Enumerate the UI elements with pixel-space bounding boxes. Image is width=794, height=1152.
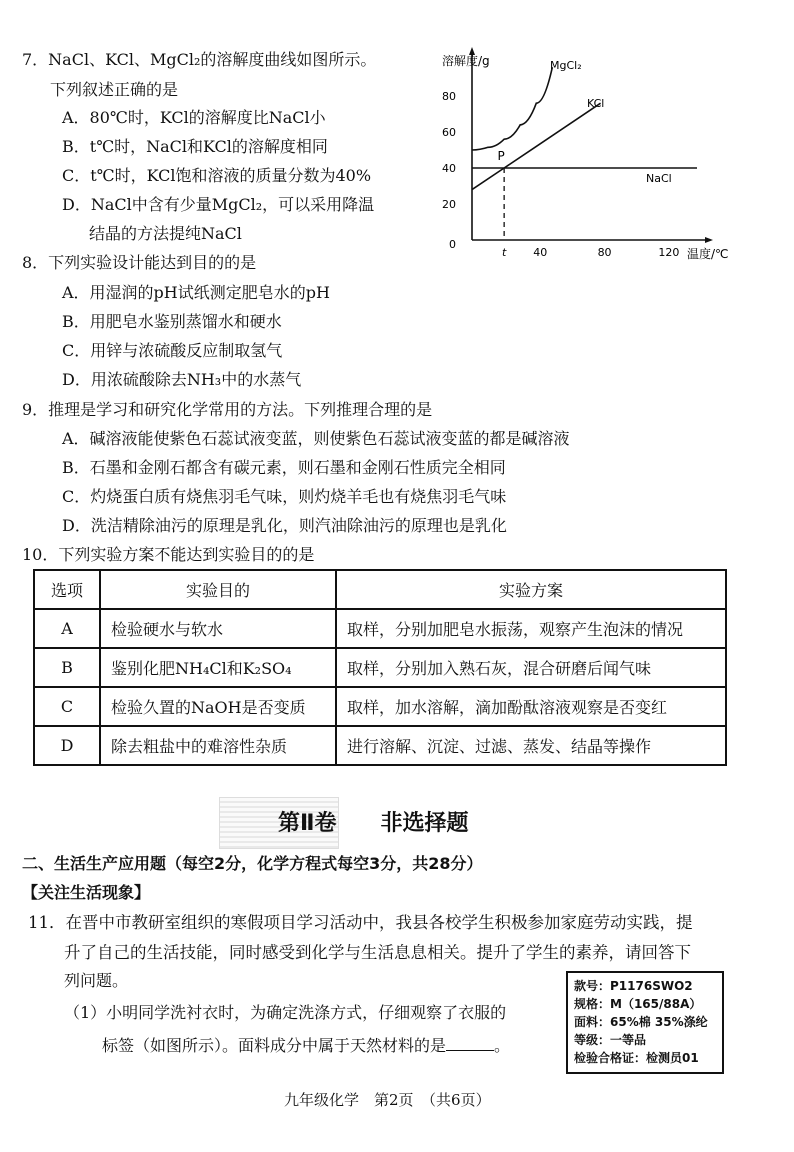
row-option: B: [34, 648, 100, 687]
topic-heading: 【关注生活现象】: [22, 883, 151, 902]
table-header-row: [34, 570, 726, 609]
row-purpose: 除去粗盐中的难溶性杂质: [100, 726, 336, 765]
q8-option-a: A．用湿润的pH试纸测定肥皂水的pH: [62, 283, 330, 302]
y-tick-label: 0: [449, 238, 456, 251]
q8-stem: 8．下列实验设计能达到目的的是: [22, 253, 257, 272]
q11-sub1-text: 标签（如图所示）。面料成分中属于天然材料的是: [102, 1036, 447, 1055]
row-plan: 取样，加水溶解，滴加酚酞溶液观察是否变红: [336, 687, 726, 726]
q9-option-c: C．灼烧蛋白质有烧焦羽毛气味，则灼烧羊毛也有烧焦羽毛气味: [62, 487, 507, 506]
q7-option-a: A．80℃时，KCl的溶解度比NaCl小: [62, 108, 326, 127]
q10-stem: 10．下列实验方案不能达到实验目的的是: [22, 545, 315, 564]
q9-option-a: A．碱溶液能使紫色石蕊试液变蓝，则使紫色石蕊试液变蓝的都是碱溶液: [62, 429, 570, 448]
q8-option-b: B．用肥皂水鉴别蒸馏水和硬水: [62, 312, 282, 331]
series-label-kcl: KCl: [587, 97, 605, 110]
q9-stem: 9．推理是学习和研究化学常用的方法。下列推理合理的是: [22, 400, 433, 419]
y-tick-label: 40: [442, 162, 456, 175]
x-axis-arrow: [705, 237, 713, 243]
point-label-p: P: [497, 149, 505, 163]
q11-sub1-line-1: （1）小明同学洗衬衣时，为确定洗涤方式，仔细观察了衣服的: [64, 1003, 507, 1022]
answer-blank[interactable]: [446, 1036, 494, 1051]
label-line: 规格：M（165/88A）: [574, 997, 702, 1011]
row-option: D: [34, 726, 100, 765]
x-axis-label: 温度/℃: [687, 247, 729, 261]
row-option: A: [34, 609, 100, 648]
q9-option-b: B．石墨和金刚石都含有碳元素，则石墨和金刚石性质完全相同: [62, 458, 506, 477]
row-purpose: 检验久置的NaOH是否变质: [100, 687, 336, 726]
q9-option-d: D．洗洁精除油污的原理是乳化，则汽油除油污的原理也是乳化: [62, 516, 507, 535]
y-tick-label: 60: [442, 126, 456, 139]
x-tick-label: 120: [658, 246, 680, 259]
row-option: C: [34, 687, 100, 726]
y-tick-label: 20: [442, 198, 456, 211]
q11-sub1-line-2: [102, 1033, 510, 1056]
row-plan: 取样，分别加入熟石灰，混合研磨后闻气味: [336, 648, 726, 687]
q7-option-b: B．t℃时，NaCl和KCl的溶解度相同: [62, 137, 328, 156]
q11-line-1: 11．在晋中市教研室组织的寒假项目学习活动中，我县各校学生积极参加家庭劳动实践，提: [28, 913, 693, 932]
row-purpose: 检验硬水与软水: [100, 609, 336, 648]
q11-line-2: 升了自己的生活技能，同时感受到化学与生活息息相关。提升了学生的素养，请回答下: [64, 943, 691, 962]
row-purpose: 鉴别化肥NH₄Cl和K₂SO₄: [100, 648, 336, 687]
label-line: 面料：65%棉 35%涤纶: [574, 1015, 708, 1029]
q7-option-c: C．t℃时，KCl饱和溶液的质量分数为40%: [62, 166, 372, 185]
header-option: 选项: [34, 570, 100, 609]
row-plan: 进行溶解、沉淀、过滤、蒸发、结晶等操作: [336, 726, 726, 765]
x-tick-label: 40: [533, 246, 548, 259]
q7-option-d-cont: 结晶的方法提纯NaCl: [89, 224, 242, 243]
series-line-1: [472, 67, 552, 150]
page-footer: 九年级化学 第2页 （共6页）: [284, 1091, 491, 1109]
q10-table: [33, 569, 727, 766]
q11-line-3: 列问题。: [64, 971, 129, 990]
q8-option-d: D．用浓硫酸除去NH₃中的水蒸气: [62, 370, 302, 389]
table-row: [34, 648, 726, 687]
row-plan: 取样，分别加肥皂水振荡，观察产生泡沫的情况: [336, 609, 726, 648]
q7-stem-2: 下列叙述正确的是: [50, 80, 179, 99]
solubility-chart: [430, 45, 730, 270]
q8-option-c: C．用锌与浓硫酸反应制取氢气: [62, 341, 283, 360]
label-line: 款号：P1176SWO2: [574, 979, 693, 993]
table-row: [34, 609, 726, 648]
table-row: [34, 687, 726, 726]
x-tick-label: t: [501, 246, 507, 259]
y-axis-label: 溶解度/g: [442, 54, 490, 68]
header-purpose: 实验目的: [100, 570, 336, 609]
clothing-label: [566, 971, 724, 1074]
label-line: 等级：一等品: [574, 1033, 647, 1047]
series-label-mgcl2: MgCl₂: [550, 59, 582, 72]
q7-option-d: D．NaCl中含有少量MgCl₂，可以采用降温: [62, 195, 375, 214]
series-label-nacl: NaCl: [646, 172, 672, 185]
table-row: [34, 726, 726, 765]
q11-sub1-end: 。: [494, 1036, 511, 1055]
q7-stem: 7．NaCl、KCl、MgCl₂的溶解度曲线如图所示。: [22, 50, 377, 69]
label-line: 检验合格证：检测员01: [574, 1051, 699, 1065]
section-title: 第Ⅱ卷 非选择题: [278, 811, 469, 836]
header-plan: 实验方案: [336, 570, 726, 609]
x-tick-label: 80: [597, 246, 612, 259]
part-two-heading: 二、生活生产应用题（每空2分，化学方程式每空3分，共28分）: [22, 854, 483, 873]
y-tick-label: 80: [442, 90, 456, 103]
